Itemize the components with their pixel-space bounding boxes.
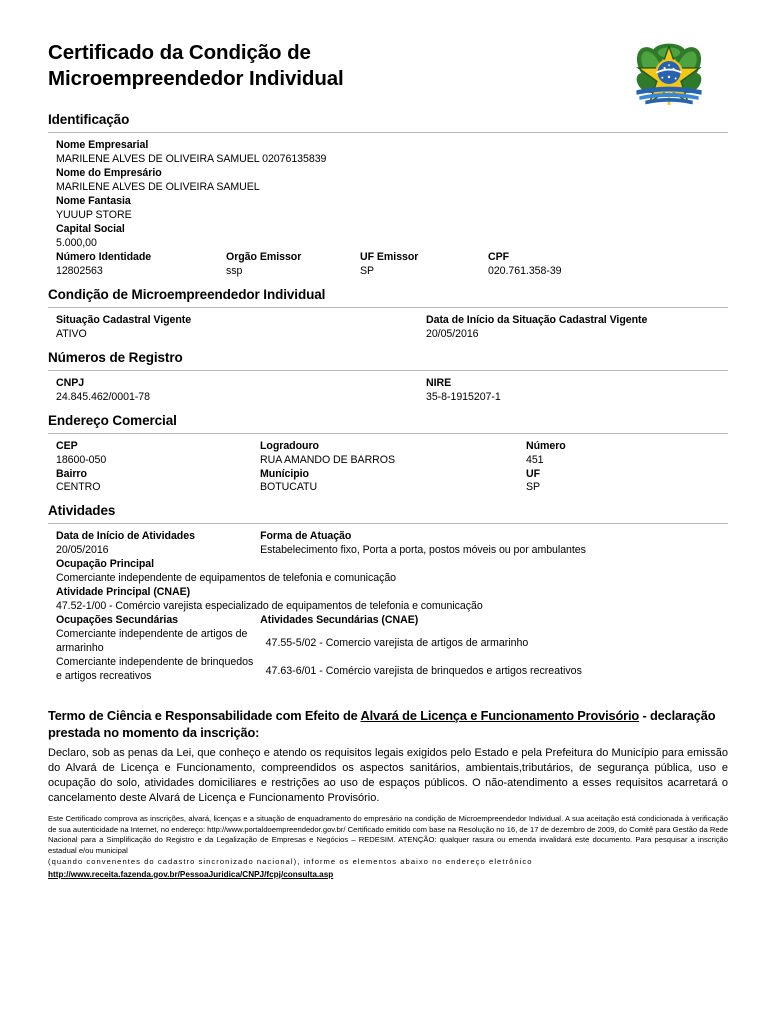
cep-value: 18600-050 bbox=[56, 453, 107, 466]
logradouro-value: RUA AMANDO DE BARROS bbox=[260, 453, 395, 466]
atividades-inicio-values-row bbox=[56, 544, 728, 558]
uf-value: SP bbox=[526, 481, 541, 494]
municipio-label: Munícipio bbox=[260, 467, 309, 480]
termo-heading-part2: - declaração prestada no momento da inscrição: bbox=[48, 708, 716, 740]
page-title bbox=[48, 40, 568, 91]
section-heading-atividades: Atividades bbox=[48, 503, 116, 519]
ocupacoes-secundarias-label: Ocupações Secundárias bbox=[56, 614, 179, 627]
atividade-secundaria-cnae: 47.55-5/02 - Comercio varejista de artigos de armarinho bbox=[265, 637, 529, 650]
numero-identidade-label: Número Identidade bbox=[56, 250, 152, 263]
nome-empresario-label: Nome do Empresário bbox=[56, 166, 162, 179]
fineprint-text bbox=[48, 814, 728, 881]
capital-social-value: 5.000,00 bbox=[56, 236, 97, 249]
termo-heading-underlined: Alvará de Licença e Funcionamento Provisório bbox=[360, 708, 640, 724]
ocupacao-secundaria-value: Comerciante independente de brinquedos e artigos recreativos bbox=[56, 656, 254, 683]
section-divider bbox=[48, 433, 728, 434]
section-divider bbox=[48, 132, 728, 133]
data-inicio-atividades-value: 20/05/2016 bbox=[56, 544, 109, 557]
atividades-inicio-labels-row bbox=[56, 530, 728, 544]
section-divider bbox=[48, 370, 728, 371]
section-heading-identificacao: Identificação bbox=[48, 112, 130, 127]
data-inicio-situacao-value: 20/05/2016 bbox=[426, 327, 479, 340]
situacao-cadastral-label: Situação Cadastral Vigente bbox=[56, 313, 192, 326]
cnpj-label: CNPJ bbox=[56, 376, 85, 389]
forma-atuacao-label: Forma de Atuação bbox=[260, 530, 352, 543]
registro-labels-row bbox=[56, 377, 728, 391]
uf-label: UF bbox=[526, 467, 541, 480]
data-inicio-situacao-label: Data de Início da Situação Cadastral Vigente bbox=[426, 313, 648, 326]
logradouro-label: Logradouro bbox=[260, 439, 319, 452]
nome-fantasia-value: YUUUP STORE bbox=[56, 208, 132, 221]
numero-value: 451 bbox=[526, 453, 544, 466]
nire-value: 35-8-1915207-1 bbox=[426, 390, 501, 403]
atividades-block bbox=[48, 530, 728, 684]
endereco-labels-row-1 bbox=[56, 440, 728, 454]
endereco-block bbox=[48, 440, 728, 496]
document-header bbox=[48, 40, 728, 112]
cpf-value: 020.761.358-39 bbox=[488, 264, 562, 277]
identificacao-block bbox=[48, 139, 728, 279]
cnpj-value: 24.845.462/0001-78 bbox=[56, 390, 150, 403]
condicao-block bbox=[48, 314, 728, 342]
uf-emissor-value: SP bbox=[360, 264, 375, 277]
section-divider bbox=[48, 307, 728, 308]
condicao-labels-row bbox=[56, 314, 728, 328]
termo-heading bbox=[48, 708, 728, 741]
section-heading-endereco: Endereço Comercial bbox=[48, 412, 177, 428]
atividade-principal-label: Atividade Principal (CNAE) bbox=[56, 586, 191, 599]
documento-values-row bbox=[56, 265, 728, 279]
atividade-principal-value: 47.52-1/00 - Comércio varejista especializado de equipamentos de telefonia e comunicação bbox=[56, 600, 483, 613]
nome-empresarial-label: Nome Empresarial bbox=[56, 139, 149, 151]
table-row bbox=[56, 656, 728, 684]
declaration-text: Declaro, sob as penas da Lei, que conheço e atendo os requisitos legais exigidos pelo Estado e pela Prefeitura do Município para emissão do Alvará de Licença e Funcionamento, compreendidos os aspectos sanitários, ambientais,tributários, de segurança pública, uso e ocupação do solo, atividades domiciliares e restrições ao uso de espaços públicos. O não-atendimento a esses requisitos acarretará o cancelamento deste Alvará de Licença e Funcionamento Provisório. bbox=[48, 747, 728, 804]
cep-label: CEP bbox=[56, 439, 78, 452]
atividade-secundaria-cnae: 47.63-6/01 - Comércio varejista de brinquedos e artigos recreativos bbox=[265, 665, 582, 678]
section-heading-registro: Números de Registro bbox=[48, 349, 183, 365]
uf-emissor-label: UF Emissor bbox=[360, 250, 419, 263]
fineprint-spread: (quando convenentes do cadastro sincronizado nacional), informe os elementos abaixo no endereço eletrônico bbox=[48, 856, 533, 866]
nire-label: NIRE bbox=[426, 376, 452, 389]
nome-empresarial-value: MARILENE ALVES DE OLIVEIRA SAMUEL 02076135839 bbox=[56, 152, 327, 165]
nome-empresario-value: MARILENE ALVES DE OLIVEIRA SAMUEL bbox=[56, 180, 260, 193]
secundarias-header-row bbox=[56, 614, 728, 628]
receita-federal-link[interactable]: http://www.receita.fazenda.gov.br/PessoaJuridica/CNPJ/fcpj/consulta.asp bbox=[48, 869, 334, 879]
data-inicio-atividades-label: Data de Início de Atividades bbox=[56, 530, 195, 543]
bairro-value: CENTRO bbox=[56, 481, 101, 494]
page-title-line-1: Certificado da Condição de bbox=[48, 41, 311, 64]
nome-fantasia-label: Nome Fantasia bbox=[56, 194, 131, 207]
numero-label: Número bbox=[526, 439, 566, 452]
atividades-secundarias-label: Atividades Secundárias (CNAE) bbox=[260, 614, 419, 627]
situacao-cadastral-value: ATIVO bbox=[56, 327, 87, 340]
table-row bbox=[56, 628, 728, 656]
condicao-values-row bbox=[56, 328, 728, 342]
brazil-coat-of-arms-icon bbox=[632, 37, 706, 111]
section-heading-condicao: Condição de Microempreendedor Individual bbox=[48, 286, 326, 302]
capital-social-label: Capital Social bbox=[56, 222, 125, 235]
municipio-value: BOTUCATU bbox=[260, 481, 318, 494]
ocupacao-principal-value: Comerciante independente de equipamentos de telefonia e comunicação bbox=[56, 572, 397, 585]
forma-atuacao-value: Estabelecimento fixo, Porta a porta, postos móveis ou por ambulantes bbox=[260, 544, 586, 557]
numero-identidade-value: 12802563 bbox=[56, 264, 103, 277]
section-divider bbox=[48, 523, 728, 524]
endereco-values-row-1 bbox=[56, 454, 728, 468]
termo-heading-part1: Termo de Ciência e Responsabilidade com Efeito de bbox=[48, 708, 361, 724]
page-title-line-2: Microempreendedor Individual bbox=[48, 66, 344, 90]
registro-values-row bbox=[56, 391, 728, 405]
documento-labels-row bbox=[56, 251, 728, 265]
fineprint-main: Este Certificado comprova as inscrições, alvará, licenças e a situação de enquadramento do empresário na condição de Microempreendedor Individual. A sua aceitação está condicionada à verificação de sua autenticidade na Internet, no endereço: http://www.portaldoempreendedor.gov.br/ Certificado emitido com base na Resolução no 16, de 17 de dezembro de 2009, do Comitê para Gestão da Rede Nacional para a Simplificação do Registro e da Legalização de Empresas e Negócios – REDESIM. ATENÇÃO: qualquer rasura ou emenda invalidará este documento. Para pesquisar a inscrição estadual e/ou municipal bbox=[48, 813, 728, 856]
ocupacao-principal-label: Ocupação Principal bbox=[56, 558, 155, 571]
registro-block bbox=[48, 377, 728, 405]
orgao-emissor-value: ssp bbox=[226, 264, 243, 277]
ocupacao-secundaria-value: Comerciante independente de artigos de armarinho bbox=[56, 628, 248, 655]
cpf-label: CPF bbox=[488, 250, 510, 263]
endereco-values-row-2 bbox=[56, 481, 728, 495]
orgao-emissor-label: Orgão Emissor bbox=[226, 250, 302, 263]
endereco-labels-row-2 bbox=[56, 468, 728, 482]
bairro-label: Bairro bbox=[56, 467, 87, 480]
